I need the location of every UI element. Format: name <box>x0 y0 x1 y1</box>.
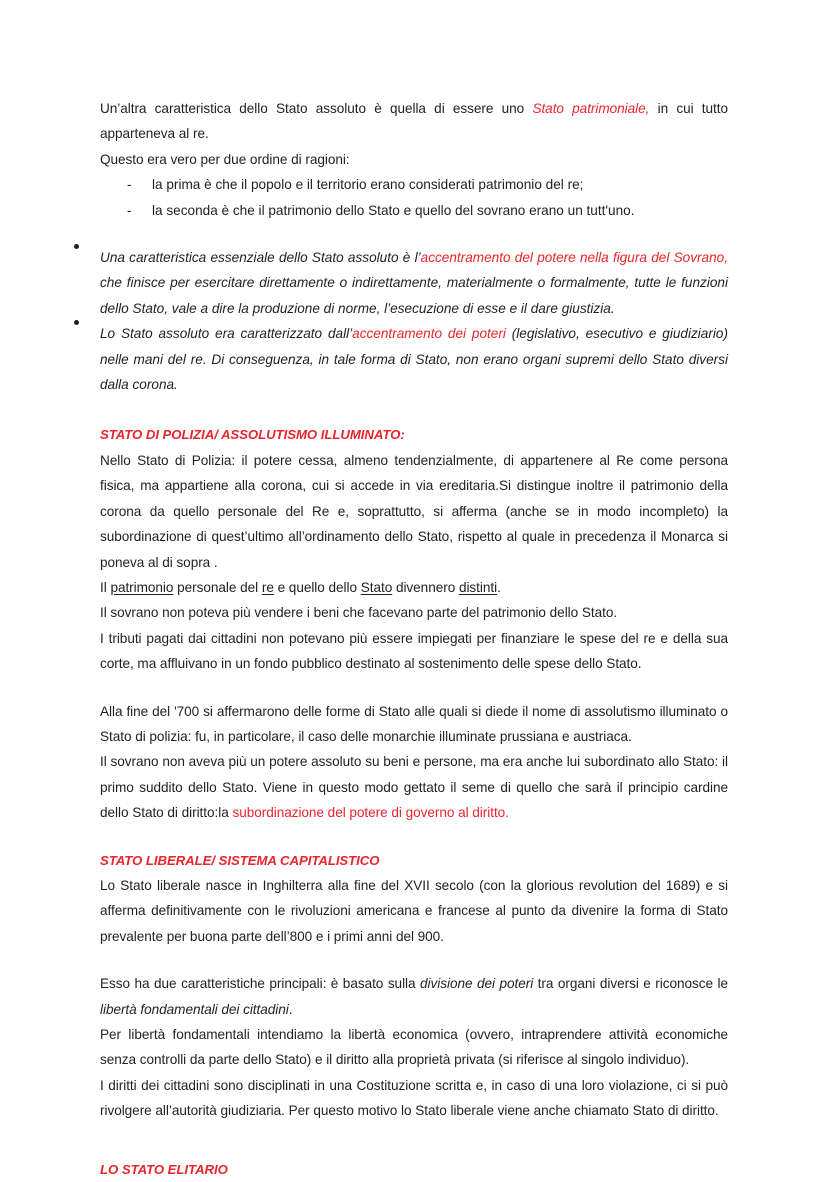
paragraph-nello-stato-di-polizia: Nello Stato di Polizia: il potere cessa, almeno tendenzialmente, di appartenere al Re come persona fisica, ma appartiene alla corona, cui si accede in via ereditaria.Si distingue inoltre il patrimonio della corona da quello personale del Re e, soprattutto, si afferma (anche se in modo incompleto) la subordinazione di quest’ultimo all’ordinamento dello Stato, rispetto al quale in precedenza il Monarca si poneva al di sopra . <box>100 452 728 570</box>
text-run: personale del <box>173 579 262 595</box>
paragraph-due-caratteristiche <box>100 971 728 1022</box>
list-item <box>100 172 728 197</box>
list-item-label: la prima è che il popolo e il territorio erano considerati patrimonio del re; <box>152 177 584 193</box>
text-run: Il <box>100 579 111 595</box>
text-run: Lo Stato assoluto era caratterizzato dall’ <box>100 326 353 342</box>
spacer <box>100 397 728 422</box>
paragraph-sovrano-subordinato <box>100 749 728 825</box>
paragraph-tributi-cittadini: I tributi pagati dai cittadini non potevano più essere impiegati per finanziare le spese del re e della sua corte, ma affluivano in un fondo pubblico destinato al sostenimento delle spese dello Stato. <box>100 630 728 672</box>
spacer <box>100 826 728 848</box>
list-item <box>100 245 728 321</box>
emphasis-liberta-fondamentali: libertà fondamentali dei cittadini <box>100 1001 289 1017</box>
text-run: tra organi diversi e riconosce le <box>533 976 729 992</box>
paragraph-diritti-costituzione: I diritti dei cittadini sono disciplinati in una Costituzione scritta e, in caso di una loro violazione, ci si può rivolgere all’autorità giudiziaria. Per questo motivo lo Stato liberale viene anche chiamato Stato di diritto. <box>100 1077 728 1119</box>
highlight-stato-patrimoniale: Stato patrimoniale, <box>532 101 650 116</box>
text-run: divennero <box>392 579 459 595</box>
underlined-re: re <box>261 579 274 595</box>
spacer <box>100 949 728 971</box>
paragraph-sovrano-non-poteva-vendere: Il sovrano non poteva più vendere i beni che facevano parte del patrimonio dello Stato. <box>100 605 618 621</box>
bullet-point-icon <box>74 244 79 249</box>
list-item <box>100 321 728 397</box>
paragraph-stato-patrimoniale <box>100 96 728 147</box>
paragraph-fine-700: Alla fine del '700 si affermarono delle forme di Stato alle quali si diede il nome di assolutismo illuminato o Stato di polizia: fu, in particolare, il caso delle monarchie illuminate prussiana e austriaca. <box>100 703 728 744</box>
spacer <box>100 1146 728 1157</box>
heading-lo-stato-elitario: LO STATO ELITARIO <box>100 1161 228 1177</box>
spacer <box>100 1124 728 1146</box>
paragraph-due-ordine-ragioni: Questo era vero per due ordine di ragioni: <box>100 151 350 167</box>
bullet-point-icon <box>74 320 79 325</box>
text-run: . <box>288 1001 293 1017</box>
paragraph-liberta-fondamentali: Per libertà fondamentali intendiamo la libertà economica (ovvero, intraprendere attività economiche senza controlli da parte dello Stato) e il diritto alla proprietà privata (si riferisce al singolo individuo). <box>100 1027 728 1068</box>
highlight-accentramento-poteri: accentramento dei poteri <box>352 326 506 342</box>
underlined-stato: Stato <box>360 579 393 595</box>
text-run: (legislativo, esecutivo e giudiziario) nelle mani del re. Di conseguenza, in tale forma di Stato, non erano organi supremi dello Stato diversi dalla corona. <box>100 326 728 393</box>
heading-stato-di-polizia: STATO DI POLIZIA/ ASSOLUTISMO ILLUMINATO: <box>100 427 405 443</box>
text-run: che finisce per esercitare direttamente o indirettamente, materialmente o formalmente, tutte le funzioni dello Stato, vale a dire la produzione di norme, l’esecuzione di esse e il dare giustizia. <box>100 275 728 316</box>
text-run: Il sovrano non aveva più un potere assoluto su beni e persone, ma era anche lui subordinato allo Stato: il primo suddito dello Stato. Viene in questo modo gettato il seme di quello che sarà il principio cardine dello Stato di diritto:la <box>100 754 728 821</box>
text-run: e quello dello <box>273 579 361 595</box>
emphasis-divisione-dei-poteri: divisione dei poteri <box>420 976 534 992</box>
spacer <box>100 677 728 699</box>
spacer <box>100 223 728 245</box>
text-run: Una caratteristica essenziale dello Stato assoluto è l’ <box>100 250 421 266</box>
text-run: . <box>497 579 501 595</box>
dash-marker-icon: - <box>127 202 132 218</box>
heading-stato-liberale: STATO LIBERALE/ SISTEMA CAPITALISTICO <box>100 852 380 868</box>
list-item <box>100 198 728 223</box>
highlight-subordinazione-potere: subordinazione del potere di governo al diritto. <box>232 805 509 821</box>
text-run: Esso ha due caratteristiche principali: è basato sulla <box>100 976 421 992</box>
dash-marker-icon: - <box>127 177 132 193</box>
underlined-patrimonio: patrimonio <box>110 579 174 595</box>
paragraph-patrimonio-distinti <box>100 575 728 600</box>
underlined-distinti: distinti <box>458 579 498 595</box>
bullet-list-caratteristiche <box>100 245 728 397</box>
highlight-accentramento-potere: accentramento del potere nella figura del Sovrano, <box>420 250 728 266</box>
document-body <box>100 96 728 1182</box>
list-item-label: la seconda è che il patrimonio dello Stato e quello del sovrano erano un tutt'uno. <box>152 202 635 218</box>
dash-list-ragioni <box>100 172 728 223</box>
paragraph-stato-liberale-nascita: Lo Stato liberale nasce in Inghilterra alla fine del XVII secolo (con la glorious revolution del 1689) e si afferma definitivamente con le rivoluzioni americana e francese al punto da divenire la forma di Stato prevalente per buona parte dell’800 e i primi anni del 900. <box>100 877 728 944</box>
text-run: in cui tutto apparteneva al re. <box>100 101 728 142</box>
text-run: Un’altra caratteristica dello Stato assoluto è quella di essere uno <box>100 101 533 116</box>
